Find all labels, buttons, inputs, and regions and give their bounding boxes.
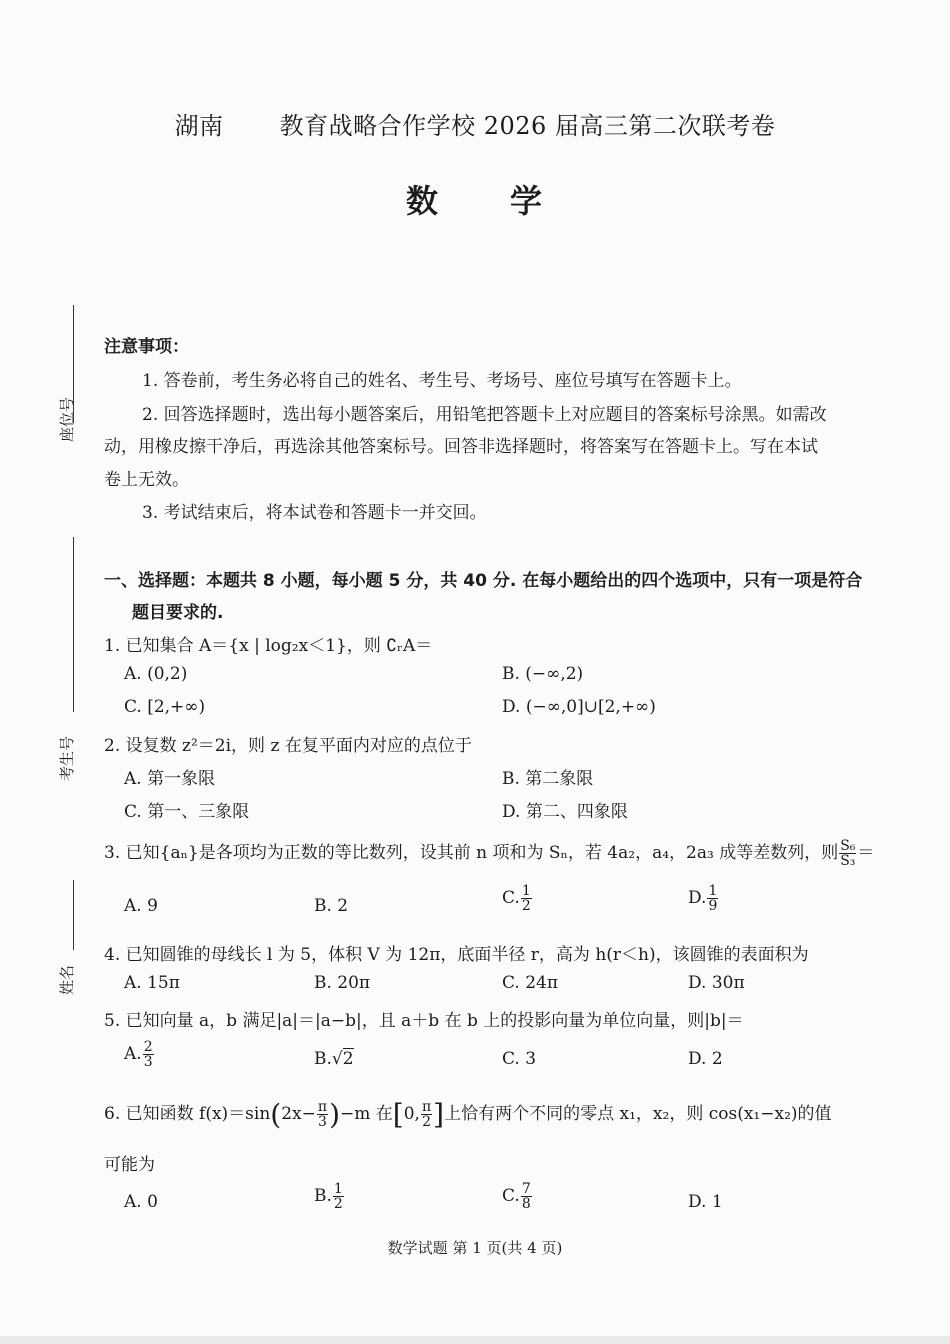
q2-option-a: A. 第一象限 <box>124 769 216 789</box>
q3-option-d: D. $\frac{1}{9}$ <box>688 883 718 914</box>
q3-ratio: $\frac{\text{S₆}}{\text{S₃}}$ <box>840 838 856 869</box>
seat-label: 座位号 <box>58 396 76 442</box>
q6-option-c: C. $\frac{7}{8}$ <box>502 1181 531 1212</box>
notice-item-2-cont: 动，用橡皮擦干净后，再选涂其他答案标号。回答非选择题时，将答案写在答题卡上。写在本试 <box>104 437 818 457</box>
q6-option-b: B. $\frac{1}{2}$ <box>314 1181 343 1212</box>
section-heading-cont: 题目要求的. <box>132 603 224 623</box>
q2-option-b: B. 第二象限 <box>502 769 594 789</box>
q4-option-c: C. 24π <box>502 973 559 993</box>
q6-option-d: D. 1 <box>688 1192 723 1212</box>
q4-stem: 4. 已知圆锥的母线长 l 为 5，体积 V 为 12π，底面半径 r，高为 h(r＜h)，该圆锥的表面积为 <box>104 945 809 965</box>
q3-option-b: B. 2 <box>314 896 349 916</box>
notice-item-3: 3. 考试结束后，将本试卷和答题卡一并交回。 <box>142 503 487 523</box>
exam-no-line <box>73 537 74 712</box>
q6-stem-cont: 可能为 <box>104 1155 155 1175</box>
exam-title <box>0 106 950 141</box>
notice-item-2: 2. 回答选择题时，选出每小题答案后，用铅笔把答题卡上对应题目的答案标号涂黑。如需改 <box>142 405 827 425</box>
q3-option-c: C. $\frac{1}{2}$ <box>502 883 531 914</box>
q1-option-c: C. [2,+∞) <box>124 697 206 717</box>
subject-title: 数 学 <box>405 182 545 220</box>
q5-option-c: C. 3 <box>502 1049 537 1069</box>
q5-stem: 5. 已知向量 a，b 满足|a|＝|a−b|，且 a＋b 在 b 上的投影向量为单位向量，则|b|＝ <box>104 1011 744 1031</box>
q2-option-d: D. 第二、四象限 <box>502 802 628 822</box>
q6-option-a: A. 0 <box>124 1192 158 1212</box>
page-footer: 数学试题 第 1 页(共 4 页) <box>387 1239 563 1257</box>
notice-heading: 注意事项： <box>104 337 189 357</box>
exam-title-text: 教育战略合作学校 2026 届高三第二次联考卷 <box>279 112 776 140</box>
name-label: 姓名 <box>58 964 76 995</box>
name-line <box>73 880 74 950</box>
q6-stem: 6. 已知函数 f(x)＝sin(2x− $\frac{\pi}{3}$ )−m 在[0, $\frac{\pi}{2}$ ]上恰有两个不同的零点 x₁，x₂，则 cos(x₁−x₂)的值 <box>104 1098 832 1131</box>
q1-option-b: B. (−∞,2) <box>502 664 584 684</box>
q1-stem: 1. 已知集合 A＝{x | log₂x＜1}，则 ∁ᵣA＝ <box>104 636 433 656</box>
q2-option-c: C. 第一、三象限 <box>124 802 250 822</box>
section-heading: 一、选择题：本题共 8 小题，每小题 5 分，共 40 分. 在每小题给出的四个选项中，只有一项是符合 <box>104 571 863 591</box>
q4-option-b: B. 20π <box>314 973 371 993</box>
q1-option-d: D. (−∞,0]∪[2,+∞) <box>502 697 656 717</box>
exam-no-label: 考生号 <box>58 735 76 781</box>
q4-option-a: A. 15π <box>124 973 180 993</box>
q1-option-a: A. (0,2) <box>124 664 188 684</box>
notice-item-1: 1. 答卷前，考生务必将自己的姓名、考生号、考场号、座位号填写在答题卡上。 <box>142 371 742 391</box>
q3-stem: 3. 已知{aₙ}是各项均为正数的等比数列，设其前 n 项和为 Sₙ，若 4a₂，a₄，2a₃ 成等差数列，则 $\frac{\text{S₆}}{\text{S₃}}$ ＝ <box>104 838 875 869</box>
notice-item-2-cont2: 卷上无效。 <box>104 470 189 490</box>
province-label: 湖南 <box>174 112 224 140</box>
q3-option-a: A. 9 <box>124 896 158 916</box>
scan-edge <box>0 1336 950 1344</box>
q5-option-a: A. $\frac{2}{3}$ <box>124 1039 153 1070</box>
q5-option-d: D. 2 <box>688 1049 723 1069</box>
q5-option-b: B.√2 <box>314 1049 354 1069</box>
q4-option-d: D. 30π <box>688 973 745 993</box>
q2-stem: 2. 设复数 z²＝2i，则 z 在复平面内对应的点位于 <box>104 736 472 756</box>
